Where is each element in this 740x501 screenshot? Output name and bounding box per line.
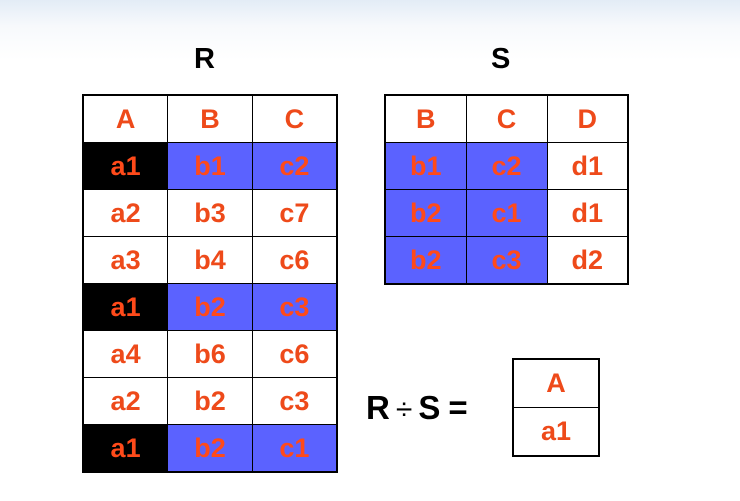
result-header-row xyxy=(513,359,599,408)
relation-r-header-cell: C xyxy=(252,95,337,143)
relation-s-cell: d1 xyxy=(547,143,628,190)
equals-sign: = xyxy=(448,389,468,426)
relation-s-cell: c3 xyxy=(466,237,547,285)
relation-r-row xyxy=(83,143,337,190)
relation-r-row xyxy=(83,237,337,284)
division-equation xyxy=(366,391,468,425)
relation-s-header-cell: C xyxy=(466,95,547,143)
relation-s-cell: b1 xyxy=(385,143,466,190)
relation-r-row xyxy=(83,378,337,425)
relation-r-cell: b1 xyxy=(168,143,253,190)
relation-r-cell: c6 xyxy=(252,331,337,378)
relation-r-cell: b2 xyxy=(168,425,253,473)
relation-s-table xyxy=(384,94,629,285)
relation-r-cell: c7 xyxy=(252,190,337,237)
result-cell: a1 xyxy=(513,408,599,457)
relation-s-cell: c1 xyxy=(466,190,547,237)
result-header-cell: A xyxy=(513,359,599,408)
relation-r-table xyxy=(82,94,338,473)
relation-r-cell: b2 xyxy=(168,284,253,331)
relation-r-cell: b2 xyxy=(168,378,253,425)
relation-r-cell: b4 xyxy=(168,237,253,284)
relation-r-cell: c3 xyxy=(252,284,337,331)
relation-r-cell: a4 xyxy=(83,331,168,378)
relation-s-header-cell: D xyxy=(547,95,628,143)
relation-s-title: S xyxy=(491,43,511,75)
result-row xyxy=(513,408,599,457)
relation-r-header-row xyxy=(83,95,337,143)
relation-r-cell: a1 xyxy=(83,425,168,473)
relation-r-row xyxy=(83,425,337,473)
relation-r-header-cell: B xyxy=(168,95,253,143)
relation-s-cell: c2 xyxy=(466,143,547,190)
relation-s-header-row xyxy=(385,95,628,143)
relation-r-cell: c2 xyxy=(252,143,337,190)
relation-r-cell: c1 xyxy=(252,425,337,473)
relation-r-cell: b3 xyxy=(168,190,253,237)
relation-r-cell: a1 xyxy=(83,284,168,331)
result-table xyxy=(512,358,600,457)
relation-r-cell: c6 xyxy=(252,237,337,284)
relation-s-row xyxy=(385,143,628,190)
relation-r-cell: a3 xyxy=(83,237,168,284)
relation-s-cell: d2 xyxy=(547,237,628,285)
relation-r-row xyxy=(83,331,337,378)
relation-s-cell: b2 xyxy=(385,237,466,285)
relation-r-title: R xyxy=(194,43,215,75)
relation-r-header-cell: A xyxy=(83,95,168,143)
division-operator: ÷ xyxy=(395,393,413,426)
relation-s-cell: b2 xyxy=(385,190,466,237)
relation-s-cell: d1 xyxy=(547,190,628,237)
relation-r-row xyxy=(83,190,337,237)
relation-s-header-cell: B xyxy=(385,95,466,143)
relation-s-row xyxy=(385,237,628,285)
equation-right-operand: S xyxy=(418,389,441,426)
relation-r-cell: a2 xyxy=(83,190,168,237)
relation-r-row xyxy=(83,284,337,331)
relation-r-cell: c3 xyxy=(252,378,337,425)
relation-r-cell: b6 xyxy=(168,331,253,378)
relation-r-cell: a1 xyxy=(83,143,168,190)
relation-s-row xyxy=(385,190,628,237)
relation-r-cell: a2 xyxy=(83,378,168,425)
equation-left-operand: R xyxy=(366,389,390,426)
